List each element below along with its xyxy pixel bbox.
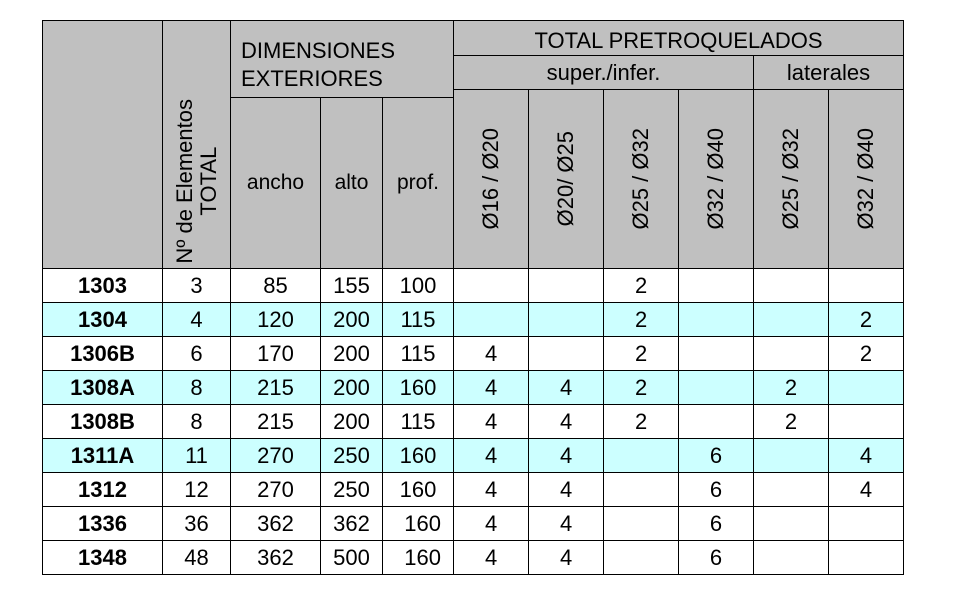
prof-cell: 160 — [383, 439, 454, 473]
elements-header-cell — [163, 21, 231, 269]
diameter-label-5: Ø25 / Ø32 — [778, 128, 803, 230]
d2-cell — [529, 337, 604, 371]
alto-cell: 500 — [321, 541, 383, 575]
prof-cell: 115 — [383, 337, 454, 371]
elements-cell: 6 — [163, 337, 231, 371]
prof-cell: 115 — [383, 303, 454, 337]
d3-cell: 2 — [604, 269, 679, 303]
d1-cell: 4 — [454, 439, 529, 473]
d5-cell — [754, 303, 829, 337]
alto-cell: 200 — [321, 303, 383, 337]
diameter-header-2 — [529, 90, 604, 269]
d4-cell: 6 — [679, 541, 754, 575]
d4-cell — [679, 269, 754, 303]
model-cell: 1304 — [43, 303, 163, 337]
diameter-header-6 — [829, 90, 904, 269]
alto-cell: 200 — [321, 337, 383, 371]
super-infer-header: super./infer. — [454, 56, 754, 90]
diameter-header-5 — [754, 90, 829, 269]
prof-cell: 100 — [383, 269, 454, 303]
d6-cell: 4 — [829, 439, 904, 473]
d2-cell: 4 — [529, 371, 604, 405]
d2-cell: 4 — [529, 405, 604, 439]
d1-cell: 4 — [454, 473, 529, 507]
diameter-header-3 — [604, 90, 679, 269]
d5-cell — [754, 337, 829, 371]
model-cell: 1312 — [43, 473, 163, 507]
table-row — [43, 337, 904, 371]
d6-cell: 2 — [829, 337, 904, 371]
elements-cell: 4 — [163, 303, 231, 337]
alto-cell: 250 — [321, 473, 383, 507]
table-row — [43, 303, 904, 337]
d3-cell: 2 — [604, 337, 679, 371]
table-row — [43, 405, 904, 439]
table-row — [43, 269, 904, 303]
d3-cell — [604, 507, 679, 541]
alto-cell: 362 — [321, 507, 383, 541]
d3-cell — [604, 439, 679, 473]
prof-cell: 115 — [383, 405, 454, 439]
model-cell: 1336 — [43, 507, 163, 541]
d1-cell — [454, 269, 529, 303]
table-row — [43, 473, 904, 507]
model-cell: 1311A — [43, 439, 163, 473]
dimensions-header-line2: EXTERIORES — [241, 66, 383, 91]
d6-cell — [829, 507, 904, 541]
ancho-cell: 362 — [231, 541, 321, 575]
d3-cell: 2 — [604, 371, 679, 405]
d3-cell: 2 — [604, 405, 679, 439]
ancho-cell: 270 — [231, 473, 321, 507]
d2-cell: 4 — [529, 439, 604, 473]
model-cell: 1308A — [43, 371, 163, 405]
d6-cell: 2 — [829, 303, 904, 337]
table-row — [43, 541, 904, 575]
alto-header: alto — [321, 98, 383, 269]
d2-cell: 4 — [529, 507, 604, 541]
d5-cell — [754, 269, 829, 303]
elements-cell: 3 — [163, 269, 231, 303]
d4-cell — [679, 371, 754, 405]
specifications-table — [42, 20, 904, 575]
d5-cell — [754, 439, 829, 473]
d1-cell: 4 — [454, 337, 529, 371]
d4-cell — [679, 303, 754, 337]
model-cell: 1303 — [43, 269, 163, 303]
alto-cell: 155 — [321, 269, 383, 303]
model-cell: 1348 — [43, 541, 163, 575]
elements-cell: 12 — [163, 473, 231, 507]
diameter-label-4: Ø32 / Ø40 — [703, 128, 728, 230]
dimensions-header — [231, 21, 454, 98]
d3-cell — [604, 473, 679, 507]
d2-cell — [529, 269, 604, 303]
d5-cell — [754, 473, 829, 507]
d3-cell: 2 — [604, 303, 679, 337]
table-row — [43, 507, 904, 541]
d6-cell: 4 — [829, 473, 904, 507]
elements-header-line1: Nº de Elementos — [171, 99, 197, 264]
d6-cell — [829, 541, 904, 575]
d1-cell: 4 — [454, 371, 529, 405]
ancho-cell: 215 — [231, 371, 321, 405]
ancho-cell: 85 — [231, 269, 321, 303]
model-cell: 1308B — [43, 405, 163, 439]
alto-cell: 200 — [321, 371, 383, 405]
d5-cell: 2 — [754, 405, 829, 439]
d1-cell: 4 — [454, 507, 529, 541]
elements-cell: 8 — [163, 405, 231, 439]
diameter-label-1: Ø16 / Ø20 — [478, 128, 503, 230]
table-row — [43, 371, 904, 405]
d2-cell: 4 — [529, 473, 604, 507]
d4-cell: 6 — [679, 507, 754, 541]
d2-cell — [529, 303, 604, 337]
d6-cell — [829, 269, 904, 303]
d4-cell: 6 — [679, 473, 754, 507]
d4-cell — [679, 337, 754, 371]
d1-cell: 4 — [454, 405, 529, 439]
ancho-cell: 362 — [231, 507, 321, 541]
elements-header-line2: TOTAL — [195, 147, 221, 217]
prof-cell: 160 — [383, 541, 454, 575]
d1-cell — [454, 303, 529, 337]
d5-cell — [754, 541, 829, 575]
alto-cell: 200 — [321, 405, 383, 439]
table-body — [43, 269, 904, 575]
diameter-label-6: Ø32 / Ø40 — [853, 128, 878, 230]
dimensions-header-line1: DIMENSIONES — [241, 38, 396, 63]
ancho-header: ancho — [231, 98, 321, 269]
total-pretroquelados-header: TOTAL PRETROQUELADOS — [454, 21, 904, 56]
ancho-cell: 120 — [231, 303, 321, 337]
d2-cell: 4 — [529, 541, 604, 575]
laterales-header: laterales — [754, 56, 904, 90]
d5-cell — [754, 507, 829, 541]
d3-cell — [604, 541, 679, 575]
diameter-label-3: Ø25 / Ø32 — [628, 128, 653, 230]
d6-cell — [829, 405, 904, 439]
d1-cell: 4 — [454, 541, 529, 575]
ancho-cell: 215 — [231, 405, 321, 439]
diameter-header-4 — [679, 90, 754, 269]
diameter-header-1 — [454, 90, 529, 269]
prof-cell: 160 — [383, 473, 454, 507]
elements-cell: 36 — [163, 507, 231, 541]
elements-cell: 11 — [163, 439, 231, 473]
table-row — [43, 439, 904, 473]
ancho-cell: 270 — [231, 439, 321, 473]
alto-cell: 250 — [321, 439, 383, 473]
d4-cell — [679, 405, 754, 439]
model-header-cell — [43, 21, 163, 269]
d4-cell: 6 — [679, 439, 754, 473]
d5-cell: 2 — [754, 371, 829, 405]
ancho-cell: 170 — [231, 337, 321, 371]
elements-cell: 8 — [163, 371, 231, 405]
prof-header: prof. — [383, 98, 454, 269]
prof-cell: 160 — [383, 507, 454, 541]
diameter-label-2: Ø20/ Ø25 — [553, 131, 578, 227]
elements-cell: 48 — [163, 541, 231, 575]
d6-cell — [829, 371, 904, 405]
model-cell: 1306B — [43, 337, 163, 371]
prof-cell: 160 — [383, 371, 454, 405]
